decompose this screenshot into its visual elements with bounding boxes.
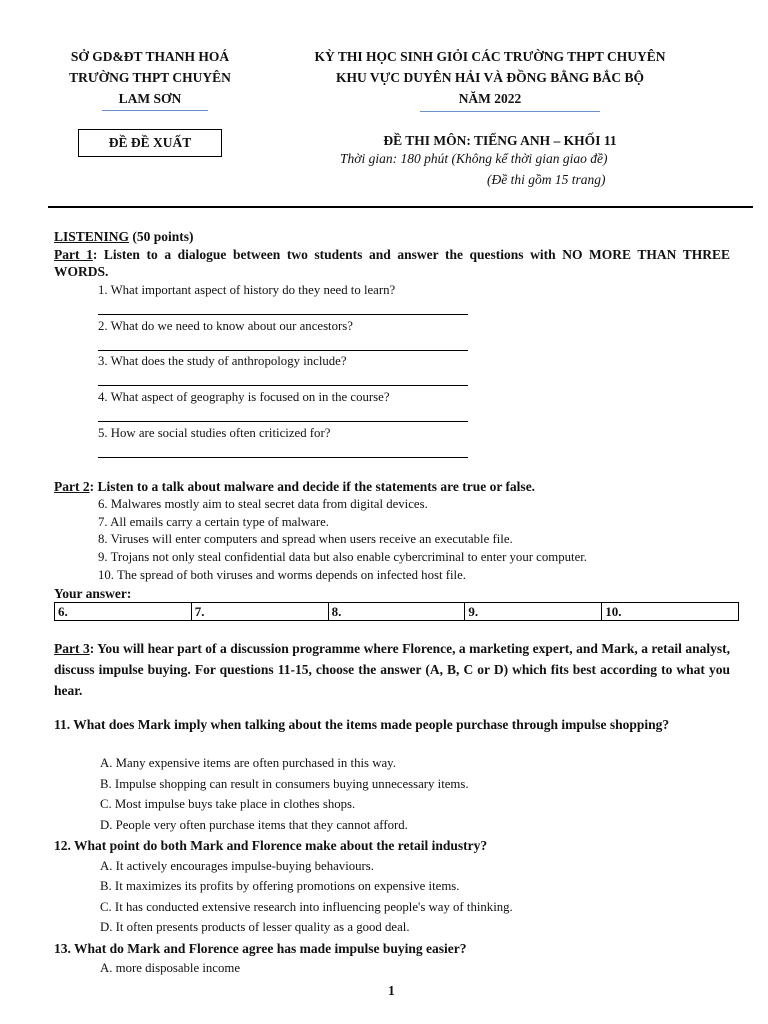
part2-label: Part 2 — [54, 479, 90, 494]
listening-heading — [54, 228, 194, 245]
option-11b[interactable]: B. Impulse shopping can result in consumers buying unnecessary items. — [100, 777, 469, 791]
answer-line[interactable] — [98, 457, 468, 458]
option-12d[interactable]: D. It often presents products of lesser quality as a good deal. — [100, 920, 410, 934]
part2-text: : Listen to a talk about malware and decide if the statements are true or false. — [89, 479, 536, 494]
part2-instruction — [54, 478, 535, 495]
part1-question: 5. How are social studies often criticized for? — [98, 426, 331, 440]
your-answer-label: Your answer: — [54, 586, 132, 601]
answer-cell-6[interactable]: 6. — [55, 603, 192, 621]
option-12c[interactable]: C. It has conducted extensive research into influencing people's way of thinking. — [100, 900, 513, 914]
header-left-line-3: LAM SƠN — [118, 91, 182, 106]
part2-statement: 10. The spread of both viruses and worms depends on infected host file. — [98, 568, 466, 582]
page-number: 1 — [388, 983, 395, 998]
question-13-stem: 13. What do Mark and Florence agree has made impulse buying easier? — [54, 941, 467, 956]
header-left-line-1: SỞ GD&ĐT THANH HOÁ — [70, 49, 230, 64]
header-right-underline — [420, 111, 600, 112]
answer-cell-9[interactable]: 9. — [465, 603, 602, 621]
header-right-line-1: KỲ THI HỌC SINH GIỎI CÁC TRƯỜNG THPT CHUYÊN — [314, 49, 666, 64]
header-divider — [48, 206, 753, 208]
option-11d[interactable]: D. People very often purchase items that they cannot afford. — [100, 818, 408, 832]
question-11-stem: 11. What does Mark imply when talking about the items made people purchase through impulse shopping? — [54, 717, 670, 732]
option-13a[interactable]: A. more disposable income — [100, 961, 241, 975]
school-department — [40, 46, 260, 109]
part1-question: 1. What important aspect of history do they need to learn? — [98, 283, 396, 297]
part1-text: : Listen to a dialogue between two students and answer the questions with NO MORE THAN THREE WORDS. — [54, 247, 730, 279]
header-left-underline — [102, 110, 208, 111]
header-right-line-3: NĂM 2022 — [458, 91, 522, 106]
part1-question: 2. What do we need to know about our ancestors? — [98, 319, 353, 333]
part1-label: Part 1 — [54, 247, 93, 262]
part1-instruction — [54, 246, 730, 280]
part2-statement: 7. All emails carry a certain type of malware. — [98, 515, 329, 529]
part3-text: : You will hear part of a discussion programme where Florence, a marketing expert, and Mark, a retail analyst, discuss impulse buying. For questions 11-15, choose the answer (A, B, C or D) which fits best according to what you hear. — [54, 641, 731, 698]
answer-cell-10[interactable]: 10. — [602, 603, 739, 621]
part2-statement: 9. Trojans not only steal confidential data but also enable cybercriminal to enter your computer. — [98, 550, 587, 564]
listening-title: LISTENING — [54, 229, 130, 244]
answer-cell-8[interactable]: 8. — [328, 603, 465, 621]
exam-title — [270, 46, 710, 109]
part2-statement: 6. Malwares mostly aim to steal secret data from digital devices. — [98, 497, 428, 511]
answer-line[interactable] — [98, 385, 468, 386]
part3-instruction — [54, 638, 730, 701]
option-11a[interactable]: A. Many expensive items are often purchased in this way. — [100, 756, 396, 770]
header-left-line-2: TRƯỜNG THPT CHUYÊN — [69, 70, 231, 85]
part1-question: 4. What aspect of geography is focused on in the course? — [98, 390, 390, 404]
pages-line: (Đề thi gồm 15 trang) — [487, 172, 606, 187]
proposal-box: ĐỀ ĐỀ XUẤT — [78, 129, 222, 157]
table-row — [55, 603, 739, 621]
listening-points: (50 points) — [129, 229, 194, 244]
answer-cell-7[interactable]: 7. — [191, 603, 328, 621]
part1-question: 3. What does the study of anthropology include? — [98, 354, 347, 368]
answer-line[interactable] — [98, 350, 468, 351]
option-12a[interactable]: A. It actively encourages impulse-buying behaviours. — [100, 859, 374, 873]
option-12b[interactable]: B. It maximizes its profits by offering promotions on expensive items. — [100, 879, 460, 893]
part2-statement: 8. Viruses will enter computers and spread when users receive an executable file. — [98, 532, 513, 546]
answer-line[interactable] — [98, 314, 468, 315]
time-line: Thời gian: 180 phút (Không kể thời gian giao đề) — [340, 151, 608, 166]
answer-table — [54, 602, 739, 621]
answer-line[interactable] — [98, 421, 468, 422]
subject-line: ĐỀ THI MÔN: TIẾNG ANH – KHỐI 11 — [383, 133, 617, 148]
part3-label: Part 3 — [54, 641, 90, 656]
question-12-stem: 12. What point do both Mark and Florence make about the retail industry? — [54, 838, 488, 853]
header-right-line-2: KHU VỰC DUYÊN HẢI VÀ ĐỒNG BẰNG BẮC BỘ — [335, 70, 645, 85]
option-11c[interactable]: C. Most impulse buys take place in clothes shops. — [100, 797, 356, 811]
